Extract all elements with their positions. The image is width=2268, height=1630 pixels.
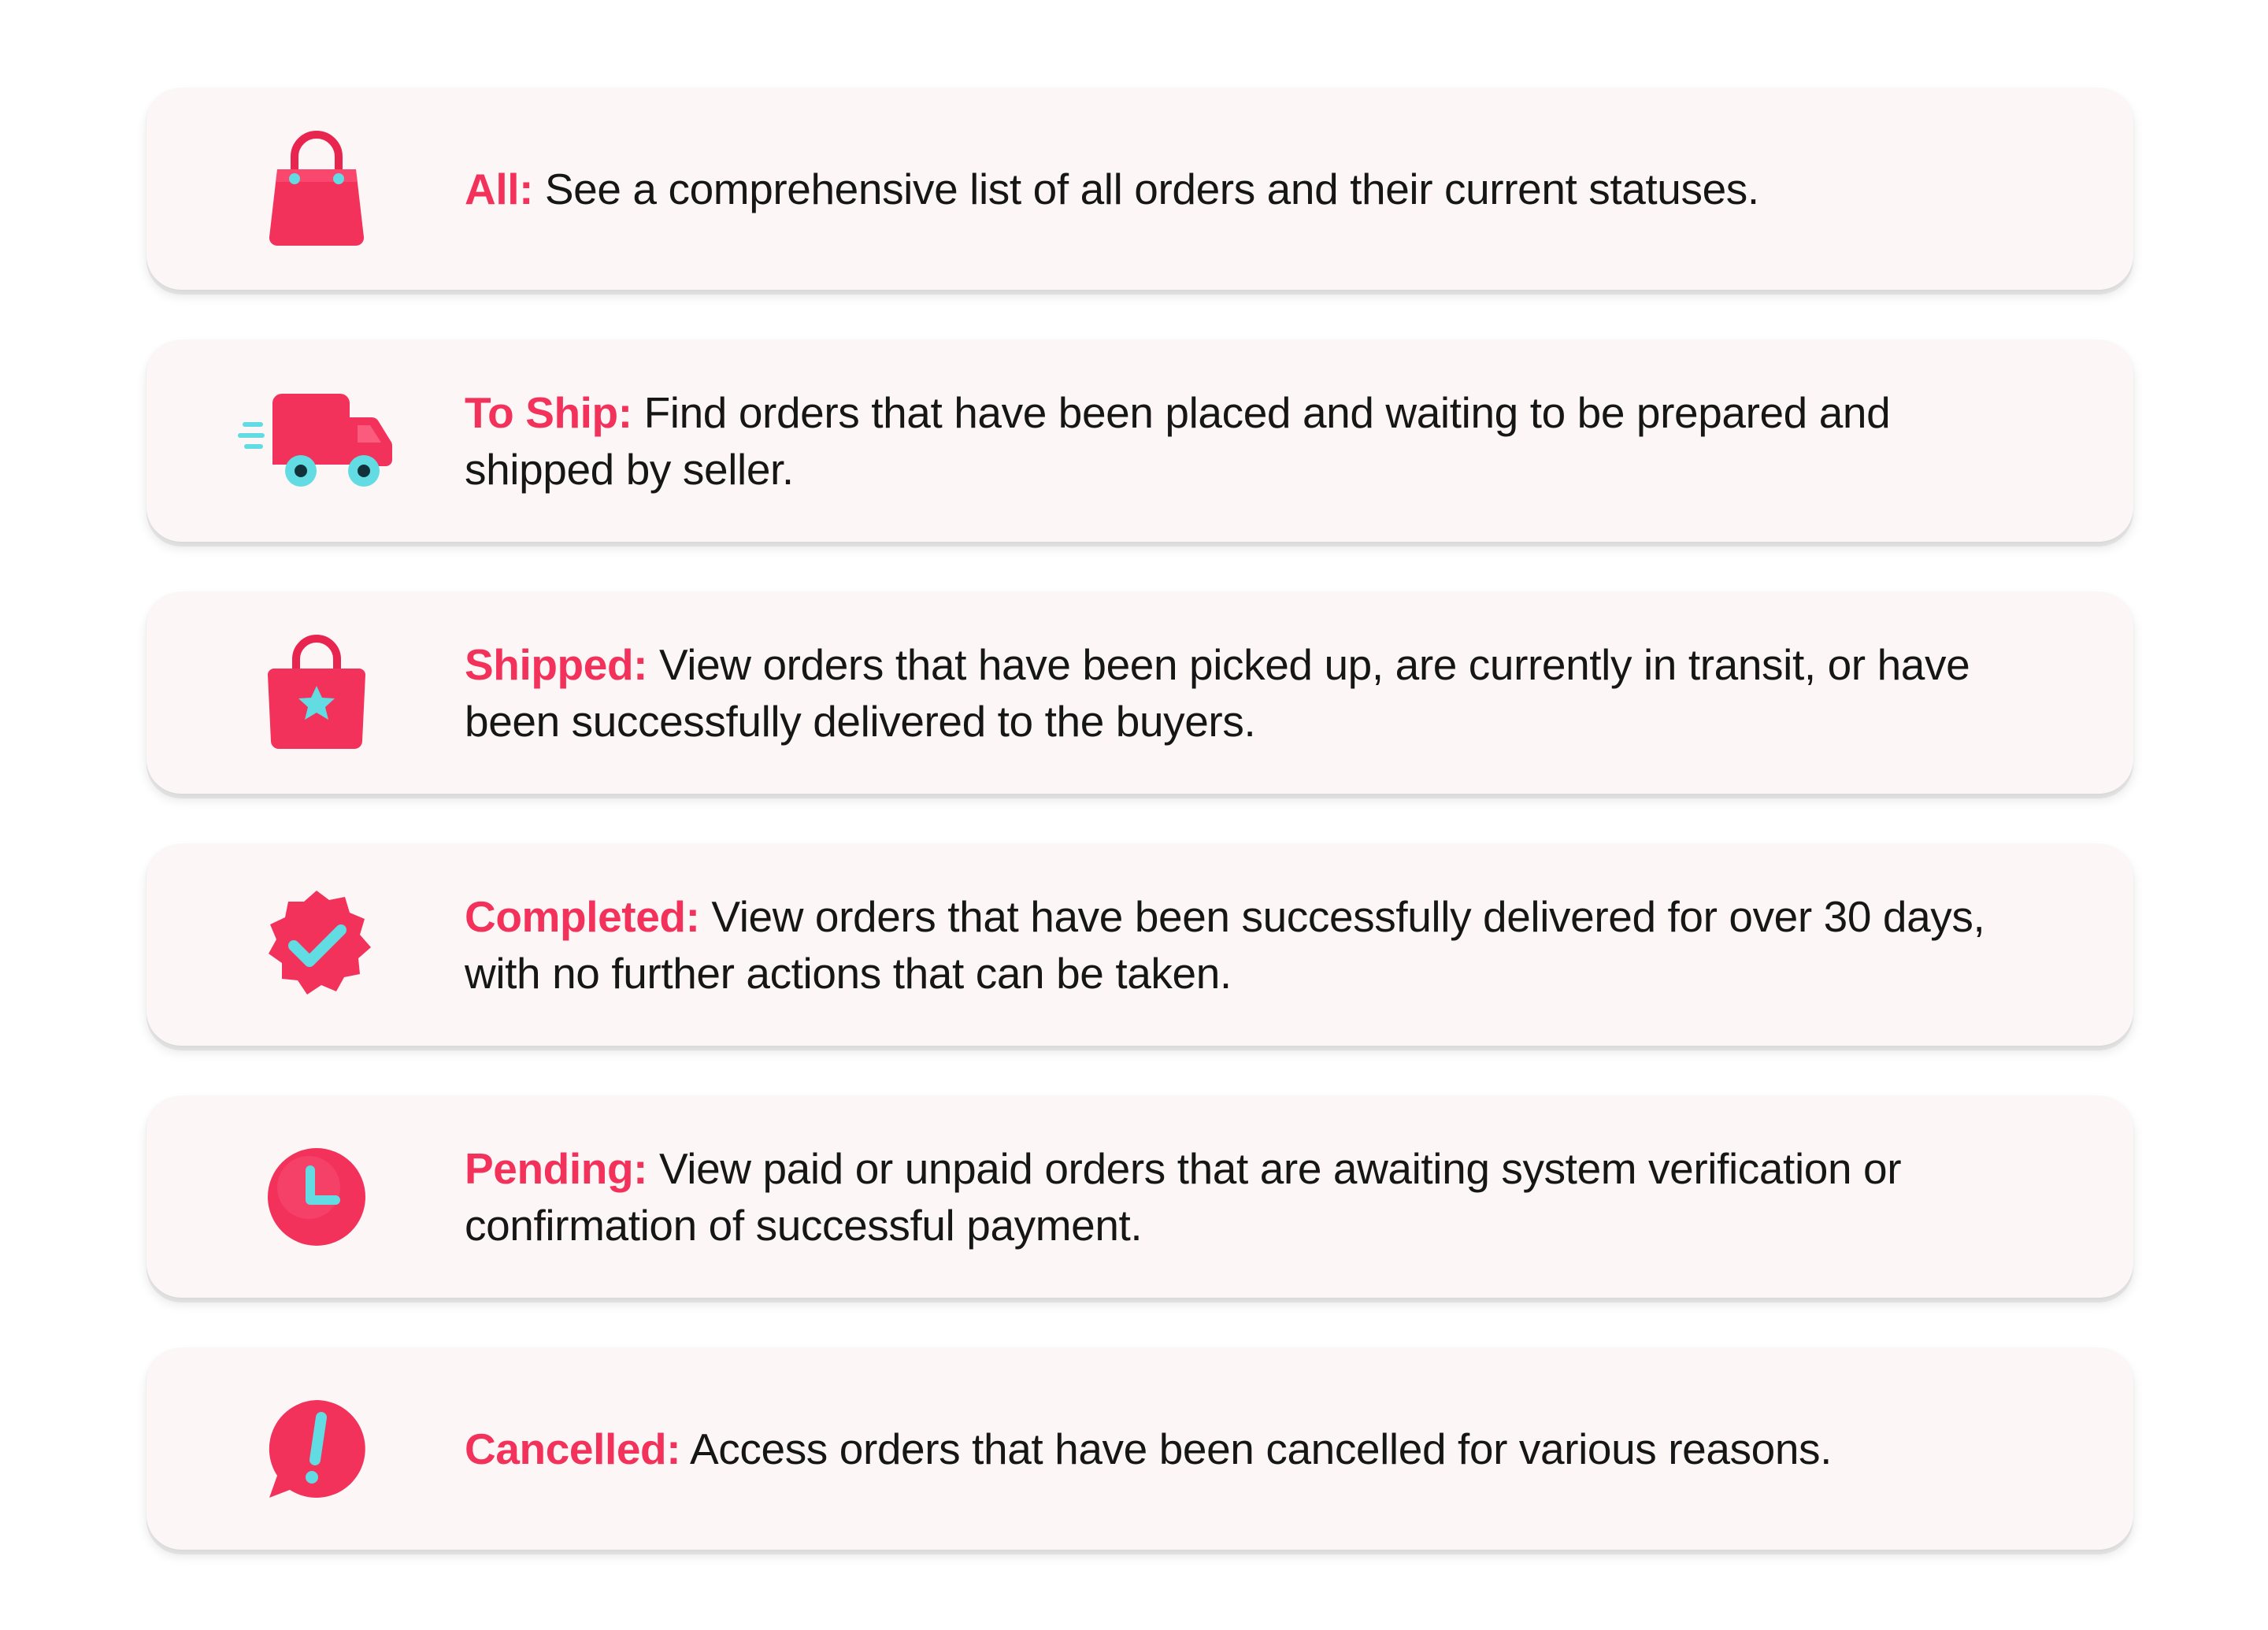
shopping-bag-icon [238,122,395,256]
status-term: To Ship: [465,388,632,437]
status-card-completed [146,844,2133,1046]
status-card-pending [146,1096,2133,1298]
status-text: See a comprehensive list of all orders and their current statuses. [544,165,1759,213]
order-status-list [146,88,2133,1600]
status-description [465,384,2015,498]
status-term: All: [465,165,533,213]
status-card-all [146,88,2133,290]
status-description [465,1421,2015,1477]
star-bag-icon [238,626,395,760]
status-text: Find orders that have been placed and waiting to be prepared and shipped by seller. [465,388,1891,494]
status-text: View orders that have been successfully delivered for over 30 days, with no further actions that can be taken. [465,892,1985,998]
status-card-cancelled [146,1348,2133,1550]
status-text: View paid or unpaid orders that are awaiting system verification or confirmation of successful payment. [465,1144,1902,1250]
clock-icon [238,1130,395,1264]
status-term: Pending: [465,1144,648,1193]
status-term: Shipped: [465,640,648,689]
status-description [465,1140,2015,1254]
status-description [465,161,2015,217]
delivery-truck-icon [238,374,395,508]
status-text: Access orders that have been cancelled for various reasons. [690,1424,1833,1473]
status-term: Completed: [465,892,700,941]
status-card-to-ship [146,340,2133,542]
status-term: Cancelled: [465,1424,681,1473]
status-text: View orders that have been picked up, are currently in transit, or have been successfully delivered to the buyers. [465,640,1970,746]
check-badge-icon [238,878,395,1012]
status-card-shipped [146,592,2133,794]
status-description [465,888,2015,1002]
status-description [465,636,2015,750]
exclamation-bubble-icon [238,1382,395,1516]
